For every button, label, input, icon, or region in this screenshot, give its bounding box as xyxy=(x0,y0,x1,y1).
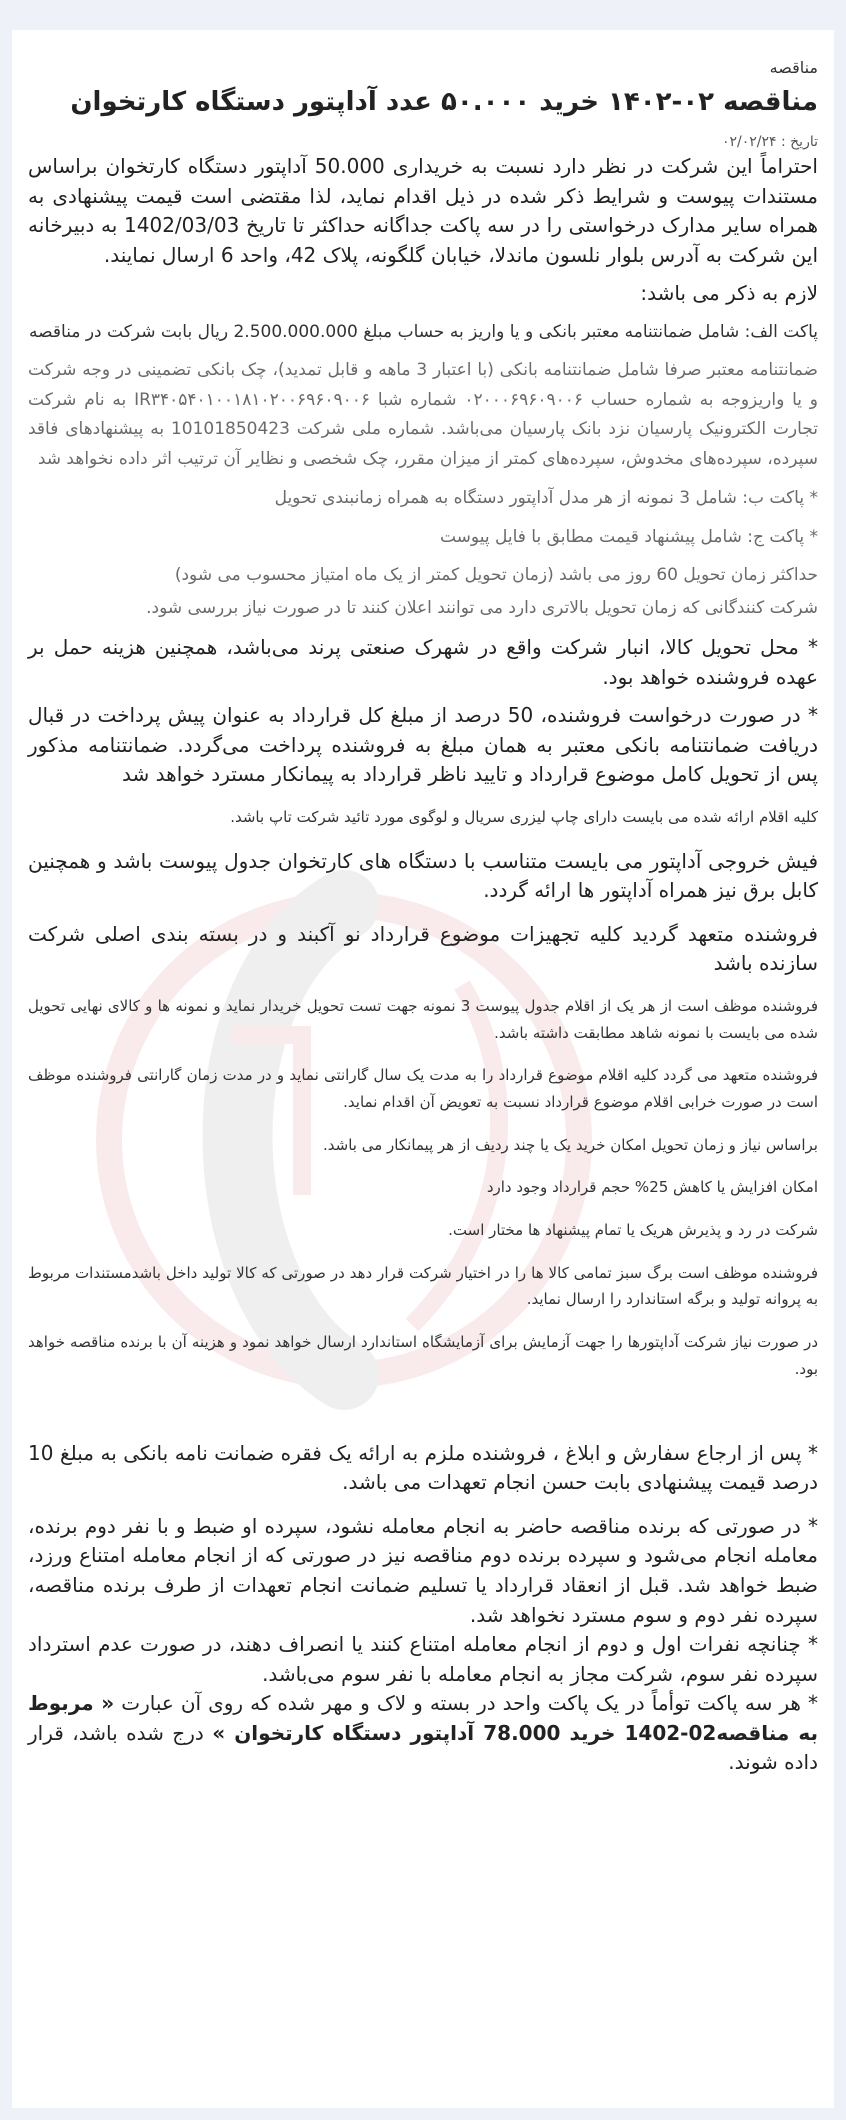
samples-requirement: فروشنده موظف است از هر یک از اقلام جدول پیوست 3 نمونه جهت تست تحویل خریدار نماید و نمونه ها و کالای نهایی تحویل شده می بایست با نمونه شاهد مطابقت داشته باشد. xyxy=(28,996,818,1042)
output-plug-requirement: فیش خروجی آداپتور می بایست متناسب با دستگاه های کارتخوان جدول پیوست باشد و همچنین کابل برق نیز همراه آداپتور ها ارائه گردد. xyxy=(28,848,818,903)
envelope-suffix: درج شده باشد، قرار داده شوند. xyxy=(28,1720,818,1775)
page-title: مناقصه ۰۲-۱۴۰۲ خرید ۵۰.۰۰۰ عدد آداپتور دستگاه کارتخوان xyxy=(70,87,818,117)
split-purchase: براساس نیاز و زمان تحویل امکان خرید یک یا چند ردیف از هر پیمانکار می باشد. xyxy=(323,1135,818,1154)
max-delivery: حداکثر زمان تحویل 60 روز می باشد (زمان تحویل کمتر از یک ماه امتیاز محسوب می شود) xyxy=(174,565,818,586)
publish-date: تاریخ : ۰۲/۰۲/۲۴ xyxy=(721,134,818,151)
prepayment: * در صورت درخواست فروشنده، 50 درصد از مبلغ کل قرارداد به عنوان پیش پرداخت در قبال دریافت ضمانتنامه بانکی معتبر به همان مبلغ به فروشنده پرداخت می‌گردد. ضمانتنامه مذکور پس از تحویل کامل موضوع قرارداد و تایید ناظر قرارداد به پیمانکار مسترد خواهد شد xyxy=(28,703,819,787)
performance-bond: * پس از ارجاع سفارش و ابلاغ ، فروشنده ملزم به ارائه یک فقره ضمانت نامه بانکی به مبلغ 10 درصد قیمت پیشنهادی بابت حسن انجام تعهدات می باشد. xyxy=(28,1440,818,1495)
category-label[interactable]: مناقصه xyxy=(769,58,818,77)
rejection-right: شرکت در رد و پذیرش هریک یا تمام پیشنهاد ها مختار است. xyxy=(448,1221,818,1240)
new-equipment-requirement: فروشنده متعهد گردید کلیه تجهیزات موضوع قرارداد نو آکبند و در بسته بندی اصلی شرکت سازنده باشد xyxy=(28,921,818,976)
longer-delivery: شرکت کنندگانی که زمان تحویل بالاتری دارد می توانند اعلان کنند تا در صورت نیاز بررسی شود. xyxy=(146,598,818,619)
packet-c: * پاکت ج: شامل پیشنهاد قیمت مطابق با فایل پیوست xyxy=(439,526,818,547)
announcement-card xyxy=(12,30,834,2108)
winner-refusal: * در صورتی که برنده مناقصه حاضر به انجام معامله نشود، سپرده او ضبط و با نفر دوم برنده، معامله انجام می‌شود و سپرده برنده دوم مناقصه نیز در صورتی که از انجام معامله امتناع ورزد، ضبط خواهد شد. قبل از انعقاد قرارداد یا تسلیم ضمانت انجام تعهدات از طرف برنده مناقصه، سپرده نفر دوم و سوم مسترد نخواهد شد. xyxy=(28,1513,818,1627)
note-heading: لازم به ذکر می باشد: xyxy=(640,281,818,306)
green-card-requirement: فروشنده موظف است برگ سبز تمامی کالا ها را در اختیار شرکت قرار دهد در صورتی که کالا تولید داخل باشدمستندات مربوط به پروانه تولید و برگه استاندارد را ارسال نماید. xyxy=(28,1263,818,1309)
guarantee-details: ضمانتنامه معتبر صرفا شامل ضمانتنامه بانکی (با اعتبار 3 ماهه و قابل تمدید)، چک بانکی تضمینی در وجه شرکت و یا واریزوجه به شماره حساب ۰۲۰۰۰۶۹۶۰۹۰۰۶ شماره شبا IR۳۴۰۵۴۰۱۰۰۱۸۱۰۲۰۰۶۹۶۰۹۰۰۶ به نام شرکت تجارت الکترونیک پارسیان نزد بانک پارسیان می‌باشد. شماره ملی شرکت 10101850423 به پیشنهادهای فاقد سپرده، سپرده‌های مخدوش، سپرده‌های کمتر از میزان مقرر، چک شخصی و نظایر آن ترتیب اثر داده نخواهد شد xyxy=(28,359,819,470)
intro-paragraph: احتراماً این شرکت در نظر دارد نسبت به خریداری 50.000 آداپتور دستگاه کارتخوان براساس مستندات پیوست و شرایط ذکر شده در ذیل اقدام نماید، لذا مقتضی است قیمت پیشنهادی به همراه سایر مدارک درخواستی را در سه پاکت جداگانه حداکثر تا تاریخ 1402/03/03 به دبیرخانه این شرکت به آدرس بلوار نلسون ماندلا، خیابان گلگونه، پلاک 42، واحد 6 ارسال نمایند. xyxy=(28,154,818,267)
envelope-label: « مربوط به مناقصه02-1402 خرید 78.000 آداپتور دستگاه کارتخوان » xyxy=(28,1691,819,1745)
first-second-refusal: * چنانچه نفرات اول و دوم از انجام معامله امتناع کنند یا انصراف دهند، در صورت عدم استرداد سپرده نفر سوم، شرکت مجاز به انجام معامله با نفر سوم می‌باشد. xyxy=(28,1632,818,1686)
delivery-place: * محل تحویل کالا، انبار شرکت واقع در شهرک صنعتی پرند می‌باشد، همچنین هزینه حمل بر عهده فروشنده خواهد بود. xyxy=(28,634,818,689)
packet-b: * پاکت ب: شامل 3 نمونه از هر مدل آداپتور دستگاه به همراه زمانبندی تحویل xyxy=(274,487,818,508)
lab-test: در صورت نیاز شرکت آداپتورها را جهت آزمایش برای آزمایشگاه استاندارد ارسال خواهد نمود و هزینه آن با برنده مناقصه خواهد بود. xyxy=(28,1333,818,1378)
envelope-instructions xyxy=(28,1689,818,1778)
warranty-requirement: فروشنده متعهد می گردد کلیه اقلام موضوع قرارداد را به مدت یک سال گارانتی نماید و در مدت زمان گارانتی فروشنده موظف است در صورت خرابی اقلام موضوع قرارداد نسبت به تعویض آن اقدام نماید. xyxy=(28,1066,818,1112)
volume-change: امکان افزایش یا کاهش 25% حجم قرارداد وجود دارد xyxy=(486,1178,818,1197)
printing-requirement: کلیه اقلام ارائه شده می بایست دارای چاپ لیزری سریال و لوگوی مورد تائید شرکت تاپ باشد. xyxy=(230,807,818,826)
announcement-content xyxy=(12,30,834,1778)
spacer xyxy=(28,1399,818,1439)
packet-a: پاکت الف: شامل ضمانتنامه معتبر بانکی و یا واریز به حساب مبلغ 2.500.000.000 ریال بابت شرکت در مناقصه xyxy=(29,322,818,343)
envelope-prefix: * هر سه پاکت توأماً در یک پاکت واحد در بسته و لاک و مهر شده که روی آن عبارت xyxy=(121,1691,818,1716)
